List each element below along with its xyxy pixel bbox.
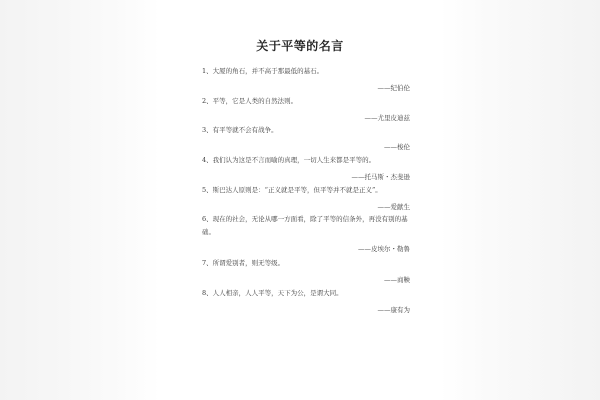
page-margin-right [440, 0, 600, 400]
quote-4-author: ——托马斯・杰斐逊 [351, 173, 410, 181]
quote-5-author: ——爱献生 [377, 203, 410, 211]
quote-7-text: 7、所谓爱别者，则无等级。 [202, 259, 285, 267]
quote-6-author: ——皮埃尔・勒鲁 [358, 245, 410, 253]
page-margin-left [0, 0, 160, 400]
quote-2-text: 2、平等，它是人类的自然法则。 [202, 97, 298, 105]
quote-8-text: 8、人人相亲，人人平等，天下为公，是谓大同。 [202, 289, 343, 297]
quote-1-text: 1、大厦的角石，并不高于那最低的基石。 [202, 67, 324, 75]
quote-5-text: 5、斯巴达人原则是：“正义就是平等，但平等并不就是正义”。 [202, 186, 382, 194]
quote-7-author: ——商鞅 [384, 276, 410, 284]
quote-3-text: 3、有平等就不会有战争。 [202, 126, 278, 134]
quote-4-text: 4、我们认为这是不言而喻的真理，一切人生来都是平等的。 [202, 156, 376, 164]
document-title: 关于平等的名言 [256, 39, 344, 53]
document-page [160, 0, 440, 400]
quote-2-author: ——尤里皮迪兹 [364, 114, 410, 122]
quote-6-text: 6、现在的社会，无论从哪一方面看，除了平等的信条外，再没有别的基础。 [202, 215, 408, 236]
quote-1-author: ——纪伯伦 [377, 84, 410, 92]
quote-8-author: ——康有为 [377, 306, 410, 314]
quote-3-author: ——梭伦 [384, 143, 410, 151]
